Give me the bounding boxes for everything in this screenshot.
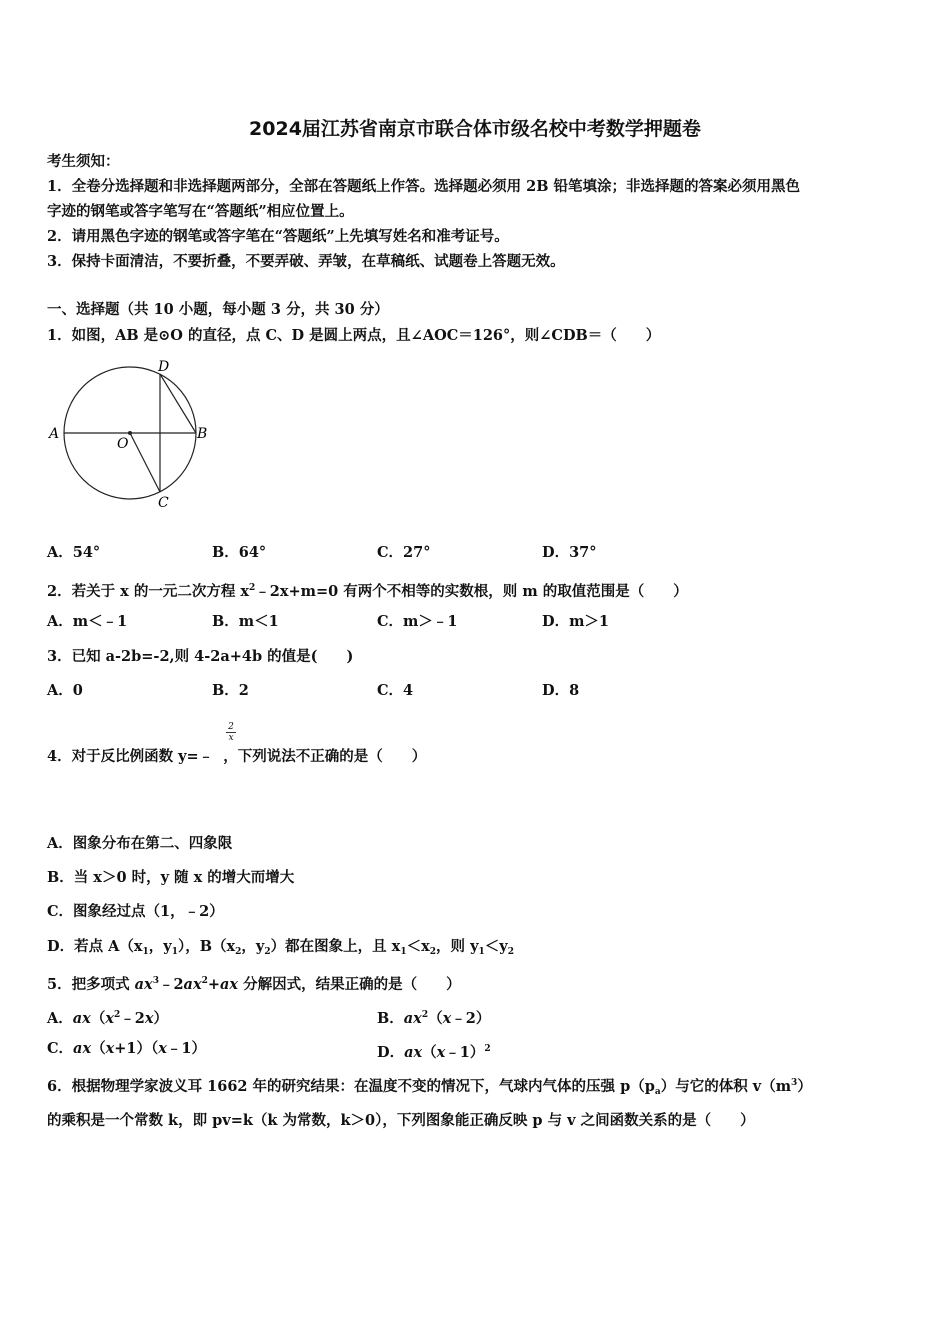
fraction-2-over-x: $\frac{2}{x}$ <box>226 722 236 743</box>
question-1-option-d[interactable]: D．37° <box>542 544 597 561</box>
center-point <box>128 431 132 435</box>
question-2-option-b[interactable]: B．m＜1 <box>212 613 279 630</box>
notice-item-3: 3．保持卡面清洁，不要折叠，不要弄破、弄皱，在草稿纸、试题卷上答题无效。 <box>47 253 565 270</box>
page-title: 2024届江苏省南京市联合体市级名校中考数学押题卷 <box>249 118 701 140</box>
question-4-option-c[interactable]: C．图象经过点（1，﹣2） <box>47 903 224 920</box>
label-a: A <box>49 426 60 442</box>
question-5-stem: 5．把多项式 $ax^3﹣2ax^2+ax$ 分解因式，结果正确的是（ ） <box>47 976 461 993</box>
question-5-option-d[interactable]: D．ax（x﹣1）$^2$ <box>377 1044 491 1061</box>
question-2-option-d[interactable]: D．m＞1 <box>542 613 610 630</box>
question-5-option-a[interactable]: A．$ax(x^2﹣2x)$ <box>47 1010 168 1027</box>
question-3-option-d[interactable]: D．8 <box>542 682 580 699</box>
notice-item-1-line-1: 1．全卷分选择题和非选择题两部分，全部在答题纸上作答。选择题必须用 2B 铅笔填涂；非选择题的答案必须用黑色 <box>47 178 801 195</box>
notice-item-1-line-2: 字迹的钢笔或答字笔写在“答题纸”相应位置上。 <box>47 203 354 220</box>
section-heading: 一、选择题（共 10 小题，每小题 3 分，共 30 分） <box>47 301 389 318</box>
question-4-stem: 4．对于反比例函数 y=﹣ ，下列说法不正确的是（ ） <box>47 748 427 765</box>
question-1-option-b[interactable]: B．64° <box>212 544 267 561</box>
notice-item-2: 2．请用黑色字迹的钢笔或答字笔在“答题纸”上先填写姓名和准考证号。 <box>47 228 509 245</box>
question-4-option-d[interactable]: D．若点 $A(x_1$，$y_1$），$B(x_2$，$y_2$）都在图象上，且 $x_1<x_2$，则 $y_1<y_2$ <box>47 938 514 957</box>
question-5-option-b[interactable]: B．$ax^2(x﹣2)$ <box>377 1010 491 1027</box>
question-3-option-b[interactable]: B．2 <box>212 682 249 699</box>
notice-heading: 考生须知： <box>47 153 120 170</box>
question-1-stem: 1．如图，AB 是⊙O 的直径，点 C、D 是圆上两点，且∠AOC＝126°，则∠CDB＝（ ） <box>47 327 661 344</box>
question-2-option-a[interactable]: A．m＜﹣1 <box>47 613 128 630</box>
question-3-stem: 3．已知 a-2b=-2,则 4-2a+4b 的值是( ) <box>47 648 354 665</box>
question-3-option-c[interactable]: C．4 <box>377 682 414 699</box>
question-2-option-c[interactable]: C．m＞﹣1 <box>377 613 458 630</box>
question-6-line-1: 6．根据物理学家波义耳 1662 年的研究结果：在温度不变的情况下，气球内气体的压强 $p(p_a)$与它的体积 $v(m^3)$ <box>47 1078 812 1097</box>
question-3-option-a[interactable]: A．0 <box>47 682 83 699</box>
label-b: B <box>197 426 208 442</box>
question-2-stem: 2．若关于 x 的一元二次方程 $x^2﹣2x+m=0$ 有两个不相等的实数根，则 m 的取值范围是（ ） <box>47 583 688 600</box>
question-4-option-b[interactable]: B．当 x＞0 时，y 随 x 的增大而增大 <box>47 869 295 886</box>
radius-oc <box>130 433 160 492</box>
label-o: O <box>117 436 129 452</box>
question-1-option-a[interactable]: A．54° <box>47 544 101 561</box>
question-6-line-2: 的乘积是一个常数 k，即 pv=k（k 为常数，k＞0），下列图象能正确反映 p 与 v 之间函数关系的是（ ） <box>47 1112 755 1129</box>
label-c: C <box>158 495 169 511</box>
question-4-option-a[interactable]: A．图象分布在第二、四象限 <box>47 835 233 852</box>
question-5-option-c[interactable]: C．ax（x+1）（x﹣1） <box>47 1040 206 1057</box>
label-d: D <box>158 359 170 375</box>
chord-db <box>160 374 196 433</box>
question-1-option-c[interactable]: C．27° <box>377 544 431 561</box>
circle-figure <box>44 356 224 511</box>
